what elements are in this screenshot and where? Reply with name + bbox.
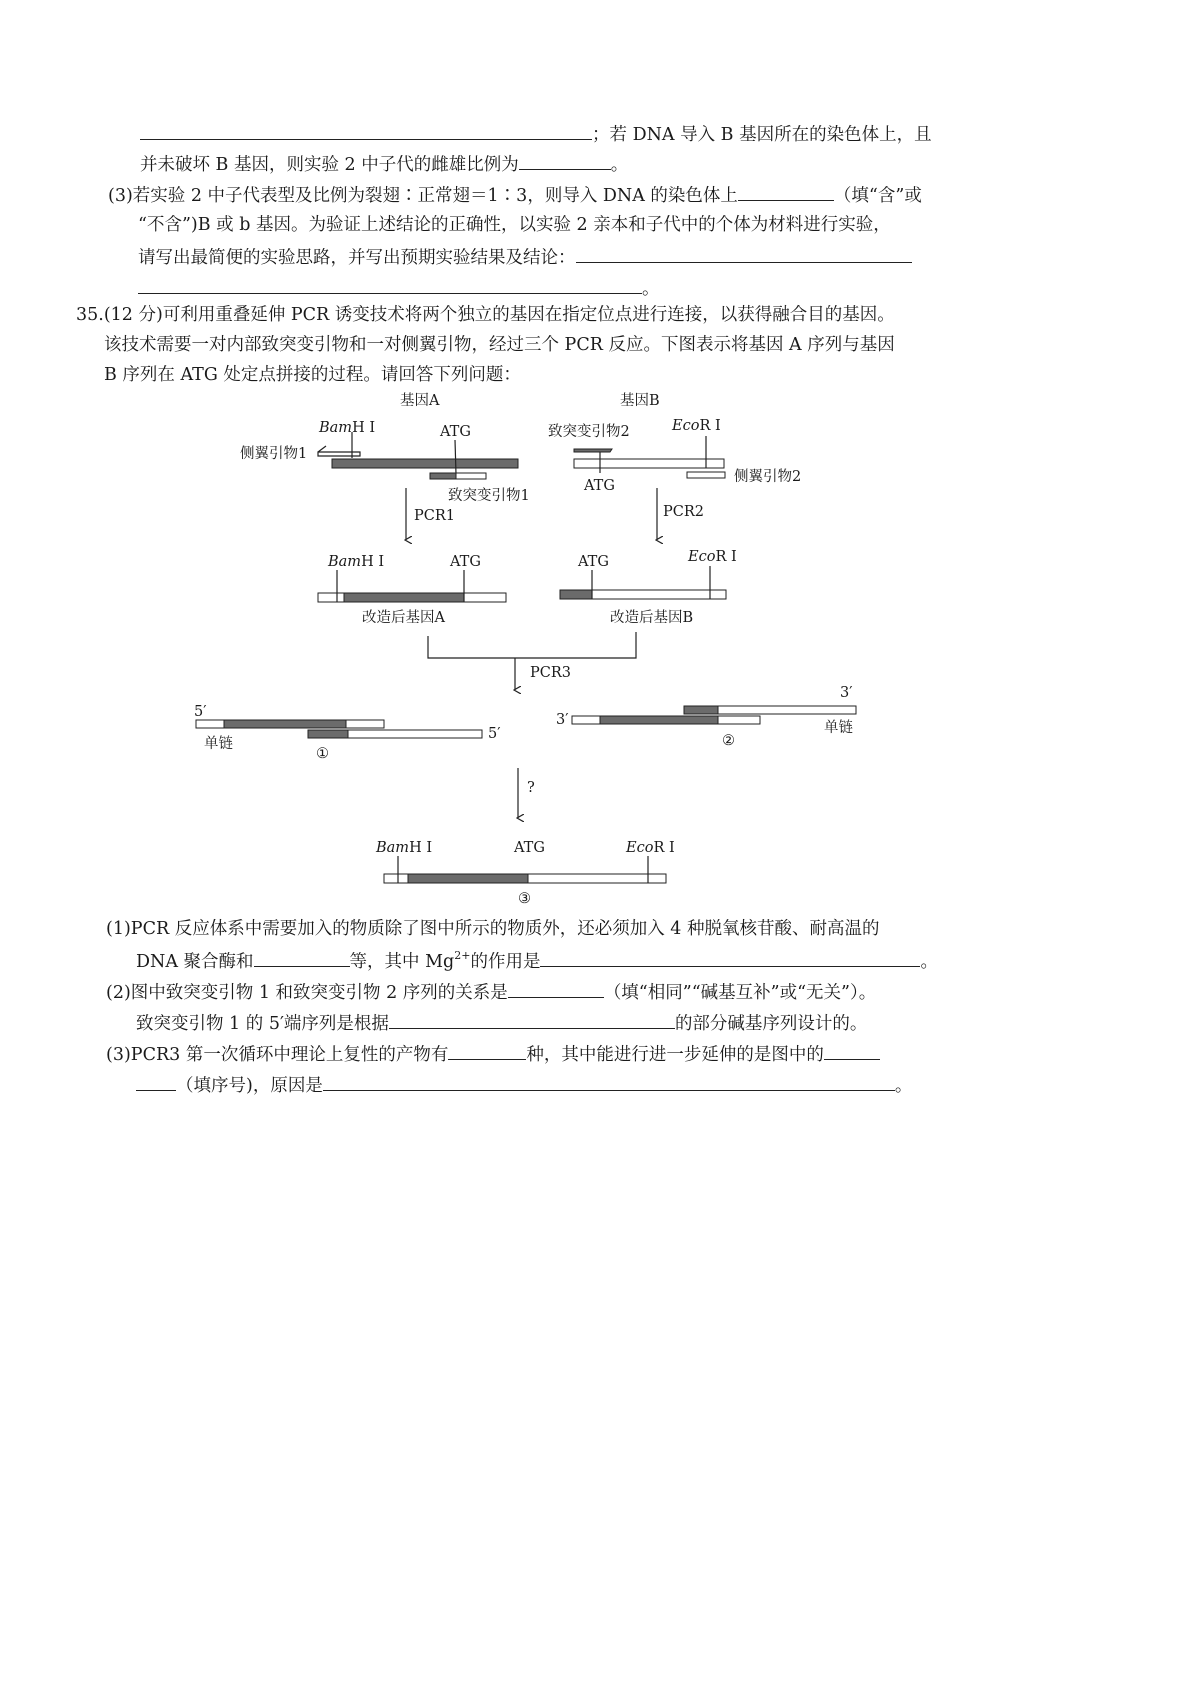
text: (1)PCR 反应体系中需要加入的物质除了图中所示的物质外，还必须加入 4 种脱氧核苷酸、耐高温的 xyxy=(106,919,880,939)
q35-2-line1 xyxy=(106,979,876,1005)
text: (2)图中致突变引物 1 和致突变引物 2 序列的关系是 xyxy=(106,983,508,1003)
text: DNA 聚合酶和 xyxy=(136,952,254,972)
single-strand-label-2: 单链 xyxy=(824,720,853,736)
text: 并未破坏 B 基因，则实验 2 中子代的雌雄比例为 xyxy=(140,155,519,175)
text: 该技术需要一对内部致突变引物和一对侧翼引物，经过三个 PCR 反应。下图表示将基因 A 序列与基因 xyxy=(104,335,895,355)
answer-blank[interactable] xyxy=(136,1072,176,1091)
answer-blank[interactable] xyxy=(508,979,604,998)
flank-primer1-shape xyxy=(318,446,360,456)
three-prime-label-2a: 3′ xyxy=(840,685,853,701)
product2-bottom-left xyxy=(572,716,600,724)
question-mark-label: ? xyxy=(527,780,535,796)
atg-label-mod-a: ATG xyxy=(450,554,481,570)
mod-gene-b-light xyxy=(592,590,726,599)
mod-gene-a-left xyxy=(318,593,344,602)
pcr1-label: PCR1 xyxy=(414,508,455,524)
atg-label-a: ATG xyxy=(440,424,471,440)
bamhi-label-mid: BamH Ⅰ xyxy=(328,554,385,570)
q35-1-line2 xyxy=(136,948,938,974)
five-prime-label-1b: 5′ xyxy=(488,726,501,742)
product1-number: ① xyxy=(316,746,329,762)
text: “不含”)B 或 b 基因。为验证上述结论的正确性，以实验 2 亲本和子代中的个体为材料进行实验， xyxy=(138,215,891,235)
text: （填“相同”“碱基互补”或“无关”）。 xyxy=(603,983,877,1003)
gene-b-label: 基因B xyxy=(620,393,660,409)
text: 致突变引物 1 的 5′端序列是根据 xyxy=(136,1014,389,1034)
pcr2-label: PCR2 xyxy=(663,504,704,520)
text: 请写出最简便的实验思路，并写出预期实验结果及结论： xyxy=(138,248,576,268)
single-strand-label-1: 单链 xyxy=(204,736,233,752)
atg-label-final: ATG xyxy=(514,840,545,856)
atg-label-b: ATG xyxy=(584,478,615,494)
q35-2-line2 xyxy=(136,1010,867,1036)
flank-primer1-label: 侧翼引物1 xyxy=(240,446,308,462)
answer-blank[interactable] xyxy=(824,1041,880,1060)
ecori-label-top: EcoR Ⅰ xyxy=(672,418,721,434)
product2-bottom-right xyxy=(718,716,760,724)
mut-primer1-label: 致突变引物1 xyxy=(448,488,530,504)
text: 。 xyxy=(920,952,938,972)
three-prime-label-2b: 3′ xyxy=(556,712,569,728)
text: 的作用是 xyxy=(470,952,541,972)
final-left xyxy=(384,874,408,883)
bamhi-label-final: BamH Ⅰ xyxy=(376,840,433,856)
text: 等，其中 Mg xyxy=(349,952,455,972)
final-number: ③ xyxy=(518,891,531,907)
final-dark xyxy=(408,874,528,883)
text: ；若 DNA 导入 B 基因所在的染色体上，且 xyxy=(592,125,932,145)
mod-gene-a-right xyxy=(464,593,506,602)
ecori-label-final: EcoR Ⅰ xyxy=(626,840,675,856)
product1-bottom-dark xyxy=(308,730,348,738)
q35-3-line1 xyxy=(106,1041,880,1067)
text: B 序列在 ATG 处定点拼接的过程。请回答下列问题： xyxy=(104,365,521,385)
answer-blank[interactable] xyxy=(254,948,350,967)
pcr3-label: PCR3 xyxy=(530,665,571,681)
five-prime-label-1: 5′ xyxy=(194,704,207,720)
mod-gene-a-label: 改造后基因A xyxy=(362,610,445,626)
answer-blank[interactable] xyxy=(540,948,920,967)
answer-blank[interactable] xyxy=(389,1010,675,1029)
text: （填“含”或 xyxy=(833,186,922,206)
final-light xyxy=(528,874,666,883)
text: （填序号)，原因是 xyxy=(176,1076,323,1096)
product1-bottom-light xyxy=(348,730,482,738)
mut-primer2-shape xyxy=(574,449,612,452)
gene-b-bar xyxy=(574,459,724,468)
q35-1-line1 xyxy=(106,917,879,941)
gene-a-bar xyxy=(332,459,518,468)
text: (3)若实验 2 中子代表型及比例为裂翅∶正常翅＝1∶3，则导入 DNA 的染色体上 xyxy=(108,186,738,206)
text: (3)PCR3 第一次循环中理论上复性的产物有 xyxy=(106,1045,449,1065)
product2-top-dark xyxy=(684,706,718,714)
mut-primer1-light xyxy=(456,473,486,479)
product2-top-light xyxy=(718,706,856,714)
answer-blank[interactable] xyxy=(448,1041,526,1060)
atg-mark-a xyxy=(455,440,456,474)
flank-primer2-label: 侧翼引物2 xyxy=(734,469,802,485)
bamhi-label: BamH Ⅰ xyxy=(319,420,376,436)
q35-3-line2 xyxy=(136,1072,912,1098)
gene-a-label: 基因A xyxy=(400,393,440,409)
product1-top-right xyxy=(346,720,384,728)
superscript: 2+ xyxy=(454,949,471,962)
text: 。 xyxy=(610,155,629,175)
mod-gene-a-dark xyxy=(344,593,464,602)
text: 。 xyxy=(642,279,660,299)
text: 种，其中能进行进一步延伸的是图中的 xyxy=(526,1045,824,1065)
pcr3-bracket xyxy=(428,632,636,658)
text: 35.(12 分)可利用重叠延伸 PCR 诱变技术将两个独立的基因在指定位点进行连接，以获得融合目的基因。 xyxy=(76,305,895,325)
text: 。 xyxy=(894,1076,913,1096)
mut-primer1-dark xyxy=(430,473,456,479)
text: 的部分碱基序列设计的。 xyxy=(674,1014,868,1034)
mod-gene-b-dark xyxy=(560,590,592,599)
ecori-label-mid: EcoR Ⅰ xyxy=(688,549,737,565)
product1-top-dark xyxy=(224,720,346,728)
mod-gene-b-label: 改造后基因B xyxy=(610,610,694,626)
answer-blank[interactable] xyxy=(323,1072,895,1091)
product1-top-left xyxy=(196,720,224,728)
mut-primer2-label: 致突变引物2 xyxy=(548,424,630,440)
product2-number: ② xyxy=(722,733,735,749)
product2-bottom-dark xyxy=(600,716,718,724)
atg-label-mod-b: ATG xyxy=(578,554,609,570)
flank-primer2-shape xyxy=(687,472,725,478)
